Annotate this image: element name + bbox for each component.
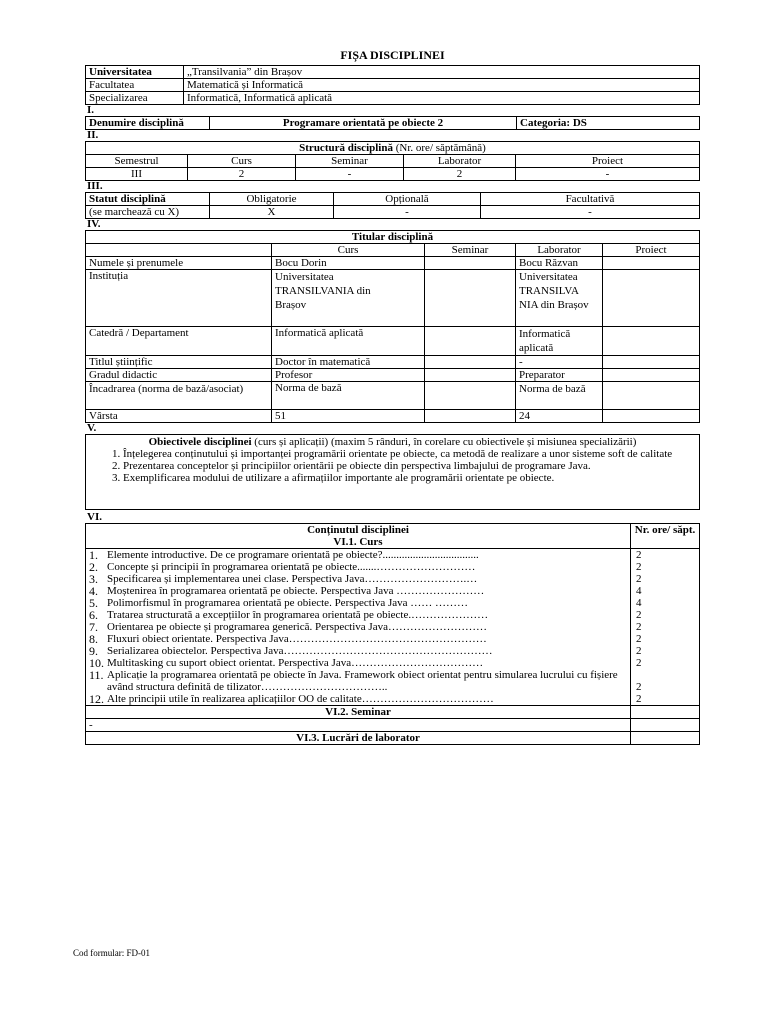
course-item-number: 9.: [89, 644, 98, 658]
course-item: [89, 693, 627, 705]
table-row: [86, 92, 700, 105]
table-row: [86, 231, 700, 244]
course-item: [89, 561, 627, 573]
table-cell: [603, 369, 700, 382]
table-cell: -: [516, 168, 700, 181]
table-cell: 24: [516, 410, 603, 423]
table-cell: [86, 244, 272, 257]
table-row: [86, 356, 700, 369]
table-cell: [603, 270, 700, 327]
column-header: Laborator: [516, 244, 603, 257]
table-cell: [631, 706, 700, 719]
course-item-text: Concepte și principii în programarea orientată pe obiecte.......………………………: [107, 561, 476, 573]
table-cell: 51: [272, 410, 425, 423]
obiective-list: [89, 448, 696, 484]
table-cell: Bocu Răzvan: [516, 257, 603, 270]
course-item-number: 10.: [89, 656, 104, 670]
course-item: [89, 669, 627, 693]
course-item: [89, 585, 627, 597]
course-item-text: Tratarea structurată a excepțiilor în programarea orientată pe obiecte.…………………: [107, 609, 489, 621]
section-number: VI.: [87, 511, 102, 523]
table-row: [86, 66, 700, 79]
table-cell: -: [481, 206, 700, 219]
table-cell: [425, 327, 516, 356]
header-value: Matematică și Informatică: [184, 79, 700, 92]
table-cell: -: [334, 206, 481, 219]
course-hours: 2: [636, 621, 642, 633]
table-cell: [425, 270, 516, 327]
table-cell: X: [210, 206, 334, 219]
course-hours: 2: [636, 693, 642, 705]
table-cell: [425, 257, 516, 270]
list-item: 3. Exemplificarea modului de utilizare a afirmațiilor importante ale programării orientate pe obiecte.: [123, 472, 696, 484]
row-label: Vârsta: [86, 410, 272, 423]
course-item-text: Serializarea obiectelor. Perspectiva Java…………………………………………………: [107, 645, 493, 657]
table-cell: [603, 410, 700, 423]
section-number: I.: [87, 104, 95, 116]
table-row: [86, 168, 700, 181]
header-value: Informatică, Informatică aplicată: [184, 92, 700, 105]
section-number: V.: [87, 422, 97, 434]
table-cell: Bocu Dorin: [272, 257, 425, 270]
table-cell: [603, 257, 700, 270]
table-row: [86, 244, 700, 257]
row-label: Numele și prenumele: [86, 257, 272, 270]
statut-table: [85, 192, 700, 219]
categoria: Categoria: DS: [517, 117, 700, 130]
course-item-number: 3.: [89, 572, 98, 586]
course-hours: 2: [636, 645, 642, 657]
course-item: [89, 549, 627, 561]
obiective-box: [85, 434, 700, 510]
table-cell: Norma de bază: [516, 382, 603, 410]
table-cell: Norma de bază: [272, 382, 425, 410]
table-cell: [603, 327, 700, 356]
table-row: [86, 79, 700, 92]
course-item-text: Moștenirea în programarea orientată pe obiecte. Perspectiva Java ……………………: [107, 585, 485, 597]
course-hours: 2: [636, 633, 642, 645]
column-header: Proiect: [603, 244, 700, 257]
table-cell: [603, 382, 700, 410]
course-item-number: 8.: [89, 632, 98, 646]
course-hours: 2: [636, 609, 642, 621]
course-item-text: Orientarea pe obiecte și programarea generică. Perspectiva Java………………………: [107, 621, 487, 633]
course-item-number: 1.: [89, 548, 98, 562]
row-label: Titlul științific: [86, 356, 272, 369]
column-header: Seminar: [296, 155, 404, 168]
table-cell: [631, 732, 700, 745]
table-row: [86, 732, 700, 745]
table-cell: -: [296, 168, 404, 181]
table-row: [86, 257, 700, 270]
course-hours: 2: [636, 561, 642, 573]
denumire-label: Denumire disciplină: [86, 117, 210, 130]
course-item-text: Polimorfismul în programarea orientată pe obiecte. Perspectiva Java …… ………: [107, 597, 469, 609]
table-cell: [425, 382, 516, 410]
table-row: [86, 382, 700, 410]
titular-title: Titular disciplină: [86, 231, 700, 244]
table-cell: -: [516, 356, 603, 369]
column-header: Opțională: [334, 193, 481, 206]
course-item: [89, 645, 627, 657]
table-cell: [425, 410, 516, 423]
form-code: Cod formular: FD-01: [73, 948, 150, 958]
course-hours: 4: [636, 597, 642, 609]
list-item: 1. Înțelegerea conținutului și importanței programării orientate pe obiecte, ca metodă de realizare a unor sisteme soft de calitate: [123, 448, 696, 460]
document-page: [85, 48, 700, 745]
row-label: Încadrarea (norma de bază/asociat): [86, 382, 272, 410]
table-row: [86, 155, 700, 168]
structura-title: Structură disciplină (Nr. ore/ săptămână): [86, 142, 700, 155]
column-header: Laborator: [404, 155, 516, 168]
column-header: Semestrul: [86, 155, 188, 168]
section-number: II.: [87, 129, 99, 141]
course-list: [86, 549, 631, 706]
table-cell: 2: [188, 168, 296, 181]
table-row: [86, 193, 700, 206]
lab-title: VI.3. Lucrări de laborator: [86, 732, 631, 745]
obiective-title: Obiectivele disciplinei (curs și aplicații) (maxim 5 rânduri, în corelare cu obiectivele și misiunea specializării): [148, 436, 637, 448]
continut-title: Conținutul disciplinei: [307, 524, 409, 536]
table-cell: Universitatea TRANSILVANIA din Brașov: [272, 270, 425, 327]
course-item-number: 4.: [89, 584, 98, 598]
denumire-table: [85, 116, 700, 130]
header-label: Facultatea: [86, 79, 184, 92]
course-item-number: 12.: [89, 692, 104, 706]
table-cell: Universitatea TRANSILVA NIA din Brașov: [516, 270, 603, 327]
table-row: [86, 706, 700, 719]
table-row: [86, 206, 700, 219]
column-header: Curs: [272, 244, 425, 257]
course-hours: 2: [636, 657, 642, 669]
column-header: Curs: [188, 155, 296, 168]
table-cell: III: [86, 168, 188, 181]
table-cell: Preparator: [516, 369, 603, 382]
seminar-title: VI.2. Seminar: [86, 706, 631, 719]
course-item-text: Fluxuri obiect orientate. Perspectiva Java………………………………………………: [107, 633, 487, 645]
course-item: [89, 621, 627, 633]
table-cell: 2: [404, 168, 516, 181]
course-item-number: 7.: [89, 620, 98, 634]
table-cell: [631, 719, 700, 732]
column-header: Facultativă: [481, 193, 700, 206]
course-item-number: 5.: [89, 596, 98, 610]
table-row: [86, 327, 700, 356]
course-item: [89, 573, 627, 585]
titular-table: [85, 230, 700, 423]
table-row: [86, 719, 700, 732]
column-header: Proiect: [516, 155, 700, 168]
table-row: [86, 270, 700, 327]
denumire-value: Programare orientată pe obiecte 2: [210, 117, 517, 130]
curs-subtitle: VI.1. Curs: [333, 536, 383, 548]
nr-ore-header: Nr. ore/ săpt.: [631, 524, 700, 549]
page-title: FIȘA DISCIPLINEI: [340, 48, 445, 62]
row-label: Instituția: [86, 270, 272, 327]
course-item-text: Aplicație la programarea orientată pe obiecte în Java. Framework obiect orientat pentru simularea lucrului cu fișiere având structura definită de tilizator……………………………..: [107, 669, 618, 693]
course-item: [89, 597, 627, 609]
row-label: Catedră / Departament: [86, 327, 272, 356]
table-row: [86, 142, 700, 155]
section-number: IV.: [87, 218, 101, 230]
table-cell: [603, 356, 700, 369]
table-cell: Informatică aplicată: [272, 327, 425, 356]
header-value: „Transilvania” din Brașov: [184, 66, 700, 79]
course-item: [89, 657, 627, 669]
course-hours: 2: [636, 549, 642, 561]
course-item: [89, 609, 627, 621]
course-item: [89, 633, 627, 645]
course-item-text: Specificarea și implementarea unei clase. Perspectiva Java……………………….…: [107, 573, 478, 585]
course-item-text: Elemente introductive. De ce programare orientată pe obiecte?...................................: [107, 549, 479, 561]
course-item-text: Alte principii utile în realizarea aplicațiilor OO de calitate………………………………: [107, 693, 494, 705]
header-label: Specializarea: [86, 92, 184, 105]
course-item-number: 2.: [89, 560, 98, 574]
table-cell: Profesor: [272, 369, 425, 382]
seminar-row: -: [86, 719, 631, 732]
table-row: [86, 369, 700, 382]
hours-list: [631, 549, 700, 706]
table-cell: Doctor în matematică: [272, 356, 425, 369]
table-cell: Informatică aplicată: [516, 327, 603, 356]
course-hours: 4: [636, 585, 642, 597]
row-label: Gradul didactic: [86, 369, 272, 382]
course-item-number: 6.: [89, 608, 98, 622]
course-hours: 2: [636, 573, 642, 585]
statut-label: Statut disciplină: [86, 193, 210, 206]
continut-table: [85, 523, 700, 745]
section-number: III.: [87, 180, 103, 192]
column-header: Obligatorie: [210, 193, 334, 206]
table-cell: [425, 356, 516, 369]
list-item: 2. Prezentarea conceptelor și principiilor orientării pe obiecte din perspectiva limbajului de programare Java.: [123, 460, 696, 472]
header-label: Universitatea: [86, 66, 184, 79]
table-row: [86, 410, 700, 423]
header-table: [85, 65, 700, 105]
table-row: [86, 524, 700, 549]
table-row: [86, 117, 700, 130]
table-row: [86, 549, 700, 706]
table-cell: [425, 369, 516, 382]
course-item-number: 11.: [89, 668, 104, 682]
course-item-text: Multitasking cu suport obiect orientat. Perspectiva Java………………………………: [107, 657, 484, 669]
column-header: Seminar: [425, 244, 516, 257]
course-hours: 2: [636, 681, 642, 693]
continut-header: [86, 524, 631, 549]
statut-sublabel: (se marchează cu X): [86, 206, 210, 219]
structura-table: [85, 141, 700, 181]
